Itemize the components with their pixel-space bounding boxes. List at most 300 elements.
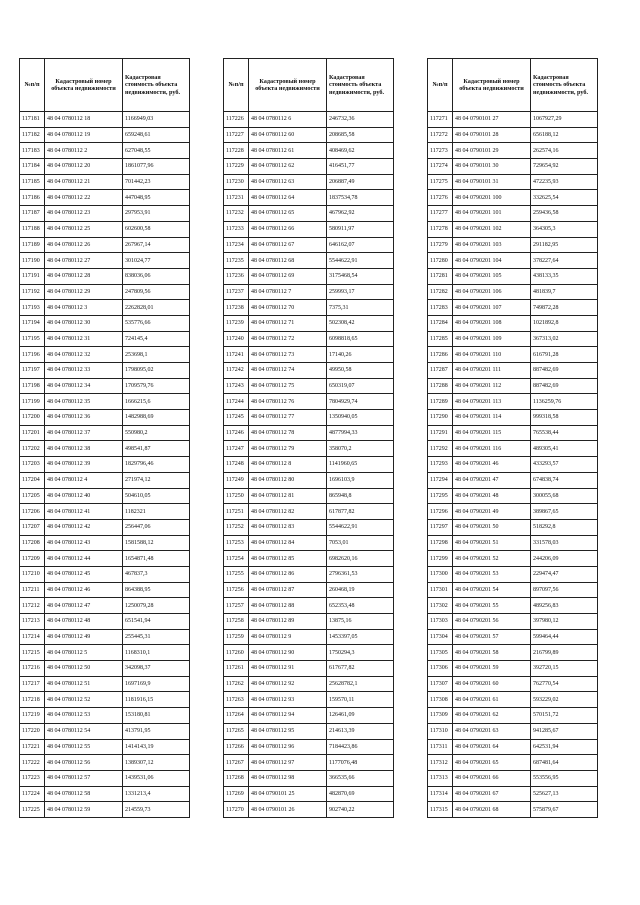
row-num: 117242 (224, 363, 249, 379)
row-cadastral-cost: 7053,01 (327, 535, 394, 551)
table-row (428, 457, 598, 473)
row-num: 117245 (224, 410, 249, 426)
row-cadastral-number: 48 04 0780112 57 (45, 770, 123, 786)
row-cadastral-cost: 599464,44 (531, 629, 598, 645)
table-row (428, 331, 598, 347)
row-cadastral-number: 48 04 0780112 9 (249, 629, 327, 645)
row-num: 117269 (224, 786, 249, 802)
row-cadastral-number: 48 04 0780112 75 (249, 378, 327, 394)
row-num: 117219 (20, 708, 45, 724)
row-cadastral-cost: 256447,06 (123, 519, 190, 535)
table-row (20, 174, 190, 190)
row-cadastral-number: 48 04 0780112 80 (249, 472, 327, 488)
table-row (428, 159, 598, 175)
row-cadastral-cost: 1837534,78 (327, 190, 394, 206)
table-row (224, 457, 394, 473)
row-num: 117270 (224, 802, 249, 818)
row-num: 117229 (224, 159, 249, 175)
row-cadastral-cost: 656188,12 (531, 127, 598, 143)
row-cadastral-number: 48 04 0790201 54 (453, 582, 531, 598)
row-cadastral-number: 48 04 0790201 107 (453, 300, 531, 316)
header-cadastral-number: Кадастровый номер объекта недвижимости (453, 59, 531, 112)
table-row (428, 598, 598, 614)
row-num: 117274 (428, 159, 453, 175)
row-cadastral-cost: 297953,91 (123, 206, 190, 222)
row-cadastral-number: 48 04 0780112 95 (249, 723, 327, 739)
row-cadastral-number: 48 04 0790201 113 (453, 394, 531, 410)
table-body (428, 112, 598, 818)
table-row (428, 661, 598, 677)
row-cadastral-cost: 413791,95 (123, 723, 190, 739)
row-num: 117228 (224, 143, 249, 159)
row-num: 117182 (20, 127, 45, 143)
table-row (428, 535, 598, 551)
row-cadastral-cost: 2262828,01 (123, 300, 190, 316)
row-cadastral-number: 48 04 0780112 86 (249, 566, 327, 582)
row-cadastral-cost: 1414143,19 (123, 739, 190, 755)
row-cadastral-number: 48 04 0780112 35 (45, 394, 123, 410)
table-row (428, 441, 598, 457)
row-cadastral-number: 48 04 0780112 79 (249, 441, 327, 457)
row-cadastral-cost: 1861077,96 (123, 159, 190, 175)
row-num: 117247 (224, 441, 249, 457)
table-row (224, 519, 394, 535)
table-row (224, 708, 394, 724)
row-num: 117282 (428, 284, 453, 300)
table-row (428, 645, 598, 661)
row-cadastral-number: 48 04 0780112 55 (45, 739, 123, 755)
row-num: 117230 (224, 174, 249, 190)
row-cadastral-cost: 271974,12 (123, 472, 190, 488)
row-num: 117281 (428, 268, 453, 284)
row-cadastral-number: 48 04 0790201 51 (453, 535, 531, 551)
row-cadastral-cost: 887482,69 (531, 378, 598, 394)
row-num: 117257 (224, 598, 249, 614)
table-row (20, 425, 190, 441)
table-row (20, 786, 190, 802)
table-row (224, 159, 394, 175)
row-cadastral-number: 48 04 0790101 30 (453, 159, 531, 175)
row-cadastral-number: 48 04 0790201 100 (453, 190, 531, 206)
table-row (224, 315, 394, 331)
table-row (20, 755, 190, 771)
table-row (428, 300, 598, 316)
row-cadastral-number: 48 04 0790201 60 (453, 676, 531, 692)
row-cadastral-number: 48 04 0790201 109 (453, 331, 531, 347)
row-cadastral-number: 48 04 0780112 78 (249, 425, 327, 441)
table-row (224, 723, 394, 739)
row-cadastral-cost: 864388,95 (123, 582, 190, 598)
row-num: 117289 (428, 394, 453, 410)
header-row (428, 59, 598, 112)
row-cadastral-number: 48 04 0780112 29 (45, 284, 123, 300)
row-num: 117308 (428, 692, 453, 708)
row-cadastral-cost: 214559,73 (123, 802, 190, 818)
row-cadastral-cost: 687481,64 (531, 755, 598, 771)
row-cadastral-number: 48 04 0780112 72 (249, 331, 327, 347)
row-num: 117310 (428, 723, 453, 739)
table-row (428, 629, 598, 645)
row-cadastral-cost: 616791,28 (531, 347, 598, 363)
row-num: 117212 (20, 598, 45, 614)
row-cadastral-number: 48 04 0790201 50 (453, 519, 531, 535)
table-row (224, 645, 394, 661)
row-cadastral-cost: 159570,11 (327, 692, 394, 708)
row-num: 117183 (20, 143, 45, 159)
row-cadastral-number: 48 04 0780112 73 (249, 347, 327, 363)
row-cadastral-number: 48 04 0780112 76 (249, 394, 327, 410)
row-cadastral-cost: 902740,22 (327, 802, 394, 818)
row-cadastral-number: 48 04 0780112 44 (45, 551, 123, 567)
row-cadastral-cost: 255445,31 (123, 629, 190, 645)
row-cadastral-cost: 153180,81 (123, 708, 190, 724)
row-cadastral-number: 48 04 0790201 102 (453, 221, 531, 237)
row-num: 117288 (428, 378, 453, 394)
table-row (224, 472, 394, 488)
row-cadastral-number: 48 04 0780112 83 (249, 519, 327, 535)
header-num: №п/п (224, 59, 249, 112)
row-cadastral-cost: 467962,92 (327, 206, 394, 222)
row-cadastral-number: 48 04 0780112 84 (249, 535, 327, 551)
row-num: 117222 (20, 755, 45, 771)
row-cadastral-number: 48 04 0780112 81 (249, 488, 327, 504)
row-cadastral-number: 48 04 0780112 19 (45, 127, 123, 143)
row-cadastral-cost: 260468,19 (327, 582, 394, 598)
table-row (224, 786, 394, 802)
row-num: 117225 (20, 802, 45, 818)
row-cadastral-number: 48 04 0780112 52 (45, 692, 123, 708)
row-cadastral-number: 48 04 0780112 45 (45, 566, 123, 582)
row-num: 117290 (428, 410, 453, 426)
row-cadastral-cost: 650319,07 (327, 378, 394, 394)
row-cadastral-number: 48 04 0780112 25 (45, 221, 123, 237)
row-num: 117191 (20, 268, 45, 284)
table-row (20, 551, 190, 567)
row-cadastral-cost: 17140,26 (327, 347, 394, 363)
row-cadastral-number: 48 04 0790201 106 (453, 284, 531, 300)
row-cadastral-cost: 575879,67 (531, 802, 598, 818)
table-row (20, 519, 190, 535)
row-cadastral-number: 48 04 0790201 64 (453, 739, 531, 755)
row-cadastral-cost: 49950,58 (327, 363, 394, 379)
row-num: 117233 (224, 221, 249, 237)
row-num: 117243 (224, 378, 249, 394)
row-cadastral-number: 48 04 0780112 74 (249, 363, 327, 379)
row-num: 117260 (224, 645, 249, 661)
row-cadastral-cost: 502308,42 (327, 315, 394, 331)
table-row (20, 661, 190, 677)
row-num: 117248 (224, 457, 249, 473)
table-row (20, 802, 190, 818)
row-cadastral-number: 48 04 0780112 94 (249, 708, 327, 724)
row-cadastral-cost: 1709579,76 (123, 378, 190, 394)
row-cadastral-number: 48 04 0790201 61 (453, 692, 531, 708)
row-num: 117268 (224, 770, 249, 786)
row-cadastral-cost: 651541,94 (123, 614, 190, 630)
row-cadastral-number: 48 04 0780112 56 (45, 755, 123, 771)
row-num: 117259 (224, 629, 249, 645)
row-cadastral-cost: 838036,06 (123, 268, 190, 284)
row-cadastral-number: 48 04 0780112 87 (249, 582, 327, 598)
cadastral-table-2 (223, 58, 394, 818)
row-cadastral-cost: 1829796,46 (123, 457, 190, 473)
row-num: 117304 (428, 629, 453, 645)
row-cadastral-cost: 1166949,03 (123, 112, 190, 128)
row-cadastral-cost: 553556,95 (531, 770, 598, 786)
table-row (20, 268, 190, 284)
row-cadastral-cost: 570151,72 (531, 708, 598, 724)
row-num: 117293 (428, 457, 453, 473)
row-num: 117275 (428, 174, 453, 190)
row-cadastral-cost: 300055,68 (531, 488, 598, 504)
row-cadastral-number: 48 04 0780112 39 (45, 457, 123, 473)
row-cadastral-cost: 941285,67 (531, 723, 598, 739)
table-row (224, 676, 394, 692)
table-row (428, 676, 598, 692)
table-row (224, 331, 394, 347)
table-row (20, 598, 190, 614)
row-num: 117241 (224, 347, 249, 363)
row-cadastral-cost: 1453397,05 (327, 629, 394, 645)
row-cadastral-number: 48 04 0790201 49 (453, 504, 531, 520)
table-row (20, 692, 190, 708)
table-row (20, 457, 190, 473)
row-num: 117287 (428, 363, 453, 379)
row-cadastral-number: 48 04 0790201 108 (453, 315, 531, 331)
row-cadastral-cost: 1182321 (123, 504, 190, 520)
row-cadastral-cost: 762770,54 (531, 676, 598, 692)
table-row (224, 535, 394, 551)
row-cadastral-number: 48 04 0790101 26 (249, 802, 327, 818)
row-num: 117197 (20, 363, 45, 379)
row-cadastral-number: 48 04 0780112 88 (249, 598, 327, 614)
row-cadastral-cost: 999318,58 (531, 410, 598, 426)
row-cadastral-cost: 489305,41 (531, 441, 598, 457)
row-num: 117194 (20, 315, 45, 331)
row-cadastral-cost: 259436,58 (531, 206, 598, 222)
row-cadastral-cost: 291182,95 (531, 237, 598, 253)
row-cadastral-cost: 652353,48 (327, 598, 394, 614)
row-num: 117306 (428, 661, 453, 677)
table-row (20, 410, 190, 426)
row-cadastral-cost: 489256,83 (531, 598, 598, 614)
row-cadastral-number: 48 04 0790201 52 (453, 551, 531, 567)
row-cadastral-number: 48 04 0780112 60 (249, 127, 327, 143)
table-row (224, 551, 394, 567)
table-row (20, 112, 190, 128)
row-cadastral-cost: 1581588,12 (123, 535, 190, 551)
row-num: 117280 (428, 253, 453, 269)
table-row (428, 190, 598, 206)
row-cadastral-number: 48 04 0780112 27 (45, 253, 123, 269)
row-num: 117216 (20, 661, 45, 677)
row-num: 117192 (20, 284, 45, 300)
row-cadastral-cost: 602600,58 (123, 221, 190, 237)
table-header (428, 59, 598, 112)
row-cadastral-number: 48 04 0790201 58 (453, 645, 531, 661)
row-num: 117255 (224, 566, 249, 582)
table-row (428, 755, 598, 771)
row-cadastral-number: 48 04 0780112 67 (249, 237, 327, 253)
table-row (20, 739, 190, 755)
table-row (428, 206, 598, 222)
row-cadastral-cost: 472235,93 (531, 174, 598, 190)
row-num: 117311 (428, 739, 453, 755)
row-cadastral-cost: 593229,02 (531, 692, 598, 708)
row-num: 117231 (224, 190, 249, 206)
table-row (20, 284, 190, 300)
row-cadastral-number: 48 04 0790201 116 (453, 441, 531, 457)
row-cadastral-cost: 1482988,69 (123, 410, 190, 426)
row-cadastral-number: 48 04 0790201 105 (453, 268, 531, 284)
row-num: 117211 (20, 582, 45, 598)
row-cadastral-cost: 887482,69 (531, 363, 598, 379)
row-cadastral-number: 48 04 0780112 58 (45, 786, 123, 802)
row-cadastral-number: 48 04 0790201 63 (453, 723, 531, 739)
row-cadastral-number: 48 04 0780112 50 (45, 661, 123, 677)
header-num: №п/п (428, 59, 453, 112)
row-cadastral-number: 48 04 0790201 114 (453, 410, 531, 426)
row-cadastral-cost: 897097,56 (531, 582, 598, 598)
table-row (20, 441, 190, 457)
row-cadastral-cost: 701442,23 (123, 174, 190, 190)
table-row (428, 723, 598, 739)
row-cadastral-cost: 253698,1 (123, 347, 190, 363)
row-num: 117236 (224, 268, 249, 284)
table-row (428, 425, 598, 441)
row-cadastral-cost: 447048,95 (123, 190, 190, 206)
table-row (20, 472, 190, 488)
row-cadastral-number: 48 04 0780112 82 (249, 504, 327, 520)
table-row (224, 112, 394, 128)
row-cadastral-cost: 525627,13 (531, 786, 598, 802)
row-cadastral-number: 48 04 0780112 91 (249, 661, 327, 677)
table-row (224, 300, 394, 316)
table-row (428, 566, 598, 582)
row-num: 117200 (20, 410, 45, 426)
header-cadastral-number: Кадастровый номер объекта недвижимости (249, 59, 327, 112)
row-cadastral-number: 48 04 0780112 54 (45, 723, 123, 739)
row-cadastral-cost: 216799,89 (531, 645, 598, 661)
table-row (428, 315, 598, 331)
row-cadastral-number: 48 04 0780112 98 (249, 770, 327, 786)
row-num: 117189 (20, 237, 45, 253)
table-row (428, 770, 598, 786)
row-num: 117234 (224, 237, 249, 253)
row-num: 117202 (20, 441, 45, 457)
row-cadastral-cost: 1696103,9 (327, 472, 394, 488)
row-cadastral-number: 48 04 0780112 48 (45, 614, 123, 630)
row-num: 117227 (224, 127, 249, 143)
row-num: 117266 (224, 739, 249, 755)
header-row (20, 59, 190, 112)
row-cadastral-cost: 617677,82 (327, 661, 394, 677)
row-num: 117215 (20, 645, 45, 661)
row-num: 117295 (428, 488, 453, 504)
row-cadastral-cost: 1350940,05 (327, 410, 394, 426)
row-num: 117210 (20, 566, 45, 582)
row-cadastral-number: 48 04 0780112 40 (45, 488, 123, 504)
row-num: 117209 (20, 551, 45, 567)
table-row (428, 739, 598, 755)
row-cadastral-cost: 617877,82 (327, 504, 394, 520)
table-row (428, 802, 598, 818)
table-body (224, 112, 394, 818)
row-cadastral-number: 48 04 0780112 21 (45, 174, 123, 190)
row-cadastral-cost: 765538,44 (531, 425, 598, 441)
row-cadastral-cost: 389867,65 (531, 504, 598, 520)
row-num: 117273 (428, 143, 453, 159)
table-row (224, 739, 394, 755)
row-cadastral-number: 48 04 0780112 59 (45, 802, 123, 818)
header-num: №п/п (20, 59, 45, 112)
row-cadastral-number: 48 04 0780112 64 (249, 190, 327, 206)
row-num: 117218 (20, 692, 45, 708)
row-num: 117213 (20, 614, 45, 630)
row-cadastral-cost: 642531,94 (531, 739, 598, 755)
row-cadastral-number: 48 04 0790201 66 (453, 770, 531, 786)
header-cadastral-cost: Кадастровая стоимость объекта недвижимости, руб. (531, 59, 598, 112)
row-cadastral-cost: 332625,54 (531, 190, 598, 206)
row-num: 117185 (20, 174, 45, 190)
row-num: 117226 (224, 112, 249, 128)
table-row (428, 127, 598, 143)
row-cadastral-cost: 246732,36 (327, 112, 394, 128)
row-cadastral-cost: 229474,47 (531, 566, 598, 582)
row-num: 117223 (20, 770, 45, 786)
row-num: 117292 (428, 441, 453, 457)
row-cadastral-cost: 729654,92 (531, 159, 598, 175)
table-row (20, 347, 190, 363)
row-cadastral-number: 48 04 0780112 26 (45, 237, 123, 253)
row-cadastral-cost: 358070,2 (327, 441, 394, 457)
row-cadastral-cost: 1177076,48 (327, 755, 394, 771)
row-cadastral-cost: 865948,8 (327, 488, 394, 504)
row-cadastral-number: 48 04 0780112 8 (249, 457, 327, 473)
row-cadastral-number: 48 04 0790201 110 (453, 347, 531, 363)
table-row (428, 378, 598, 394)
row-num: 117279 (428, 237, 453, 253)
row-cadastral-number: 48 04 0780112 96 (249, 739, 327, 755)
row-cadastral-number: 48 04 0780112 71 (249, 315, 327, 331)
table-body (20, 112, 190, 818)
row-cadastral-number: 48 04 0790201 62 (453, 708, 531, 724)
row-cadastral-number: 48 04 0780112 90 (249, 645, 327, 661)
row-num: 117302 (428, 598, 453, 614)
row-cadastral-cost: 1389307,12 (123, 755, 190, 771)
row-num: 117184 (20, 159, 45, 175)
table-row (20, 629, 190, 645)
row-num: 117237 (224, 284, 249, 300)
row-num: 117196 (20, 347, 45, 363)
row-num: 117187 (20, 206, 45, 222)
row-num: 117186 (20, 190, 45, 206)
row-num: 117224 (20, 786, 45, 802)
row-cadastral-cost: 433293,57 (531, 457, 598, 473)
row-cadastral-number: 48 04 0780112 34 (45, 378, 123, 394)
row-cadastral-cost: 674838,74 (531, 472, 598, 488)
row-cadastral-number: 48 04 0780112 43 (45, 535, 123, 551)
row-num: 117267 (224, 755, 249, 771)
row-cadastral-cost: 2796361,53 (327, 566, 394, 582)
row-num: 117232 (224, 206, 249, 222)
row-cadastral-cost: 366535,66 (327, 770, 394, 786)
row-cadastral-number: 48 04 0780112 65 (249, 206, 327, 222)
row-cadastral-number: 48 04 0780112 66 (249, 221, 327, 237)
table-row (20, 582, 190, 598)
row-num: 117188 (20, 221, 45, 237)
row-num: 117203 (20, 457, 45, 473)
